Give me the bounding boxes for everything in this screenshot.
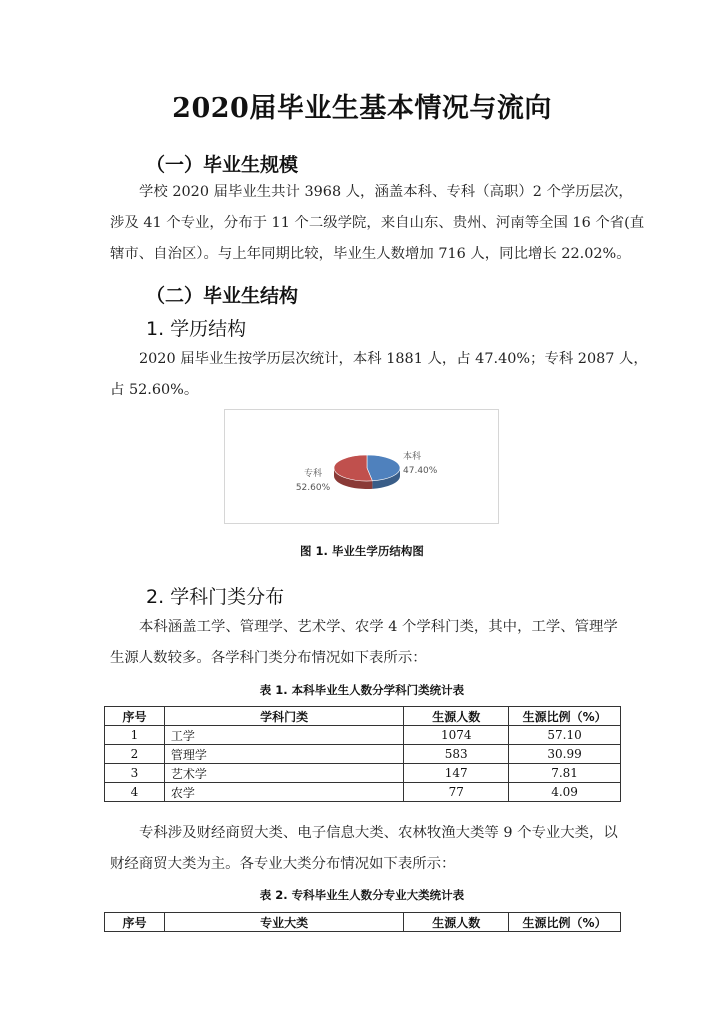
table-row (105, 764, 621, 783)
paragraph-line: 占 52.60%。 (110, 382, 199, 398)
cell-index: 2 (105, 745, 165, 764)
pie-chart-svg (225, 410, 498, 523)
undergraduate-discipline-table (104, 706, 621, 802)
page-title: 2020届毕业生基本情况与流向 (172, 93, 552, 124)
cell-count: 583 (404, 745, 509, 764)
header-ratio: 生源比例（%） (509, 913, 621, 932)
pie-value-label: 52.60% (295, 483, 331, 493)
paragraph-line: 辖市、自治区）。与上年同期比较，毕业生人数增加 716 人，同比增长 22.02%。 (110, 246, 631, 262)
cell-count: 1074 (404, 726, 509, 745)
table-header-row (105, 913, 621, 932)
paragraph-line: 2020 届毕业生按学历层次统计，本科 1881 人，占 47.40%；专科 2087 人， (139, 351, 648, 367)
table-row (105, 745, 621, 764)
cell-ratio: 4.09 (509, 783, 621, 802)
header-discipline: 学科门类 (164, 707, 403, 726)
cell-index: 3 (105, 764, 165, 783)
paragraph-line: 财经商贸大类为主。各专业大类分布情况如下表所示： (110, 856, 456, 872)
pie-category-label: 专科 (303, 469, 323, 479)
discipline-paragraph (110, 612, 622, 674)
education-paragraph (110, 344, 648, 406)
header-ratio: 生源比例（%） (509, 707, 621, 726)
header-count: 生源人数 (404, 913, 509, 932)
section-heading-structure: （二）毕业生结构 (146, 285, 299, 307)
cell-ratio: 30.99 (509, 745, 621, 764)
cell-discipline: 农学 (164, 783, 403, 802)
cell-count: 77 (404, 783, 509, 802)
table-row (105, 726, 621, 745)
paragraph-line: 涉及 41 个专业，分布于 11 个二级学院，来自山东、贵州、河南等全国 16 个省(直 (110, 215, 645, 231)
specialty-category-table (104, 912, 621, 932)
section-heading-scale: （一）毕业生规模 (146, 154, 299, 176)
figure-caption: 图 1. 毕业生学历结构图 (300, 544, 424, 558)
paragraph-line: 学校 2020 届毕业生共计 3968 人，涵盖本科、专科（高职）2 个学历层次， (139, 184, 633, 200)
cell-index: 1 (105, 726, 165, 745)
paragraph-line: 专科涉及财经商贸大类、电子信息大类、农林牧渔大类等 9 个专业大类，以 (139, 825, 618, 841)
table2-caption: 表 2. 专科毕业生人数分专业大类统计表 (259, 888, 465, 902)
subheading-education-level: 1. 学历结构 (146, 318, 247, 340)
table-row (105, 783, 621, 802)
header-index: 序号 (105, 913, 165, 932)
specialty-paragraph (110, 818, 622, 880)
table-header-row (105, 707, 621, 726)
cell-count: 147 (404, 764, 509, 783)
cell-index: 4 (105, 783, 165, 802)
paragraph-line: 本科涵盖工学、管理学、艺术学、农学 4 个学科门类，其中，工学、管理学 (139, 619, 618, 635)
header-index: 序号 (105, 707, 165, 726)
pie-category-label: 本科 (403, 452, 422, 462)
subheading-discipline: 2. 学科门类分布 (146, 586, 285, 608)
pie-value-label: 47.40% (403, 466, 438, 476)
header-category: 专业大类 (164, 913, 403, 932)
paragraph-line: 生源人数较多。各学科门类分布情况如下表所示： (110, 650, 427, 666)
cell-ratio: 57.10 (509, 726, 621, 745)
table1-caption: 表 1. 本科毕业生人数分学科门类统计表 (259, 683, 465, 697)
cell-discipline: 工学 (164, 726, 403, 745)
header-count: 生源人数 (404, 707, 509, 726)
cell-discipline: 艺术学 (164, 764, 403, 783)
education-pie-chart (224, 409, 499, 524)
cell-discipline: 管理学 (164, 745, 403, 764)
scale-paragraph (110, 177, 645, 270)
cell-ratio: 7.81 (509, 764, 621, 783)
